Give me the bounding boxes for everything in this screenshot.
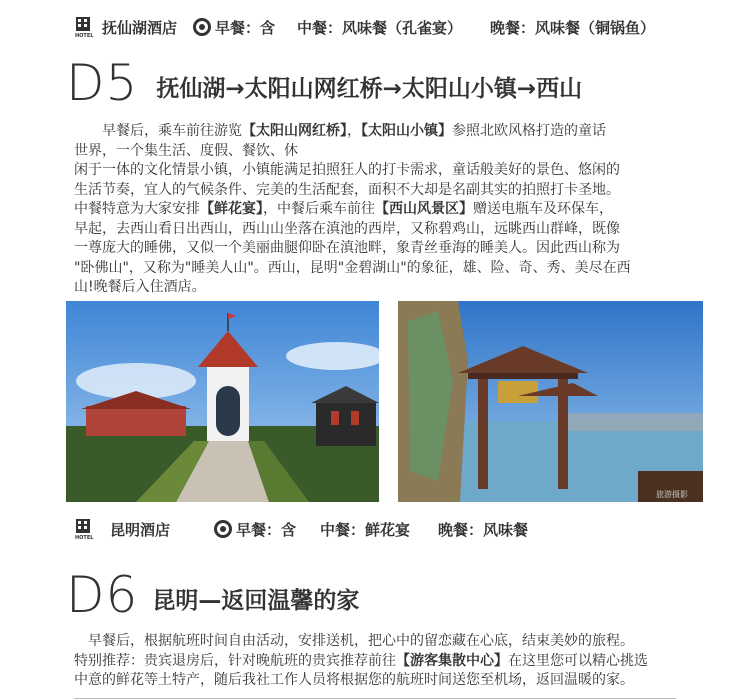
text-line	[74, 142, 688, 162]
text-segment: 世界，一个集生活、度假、餐饮、休	[74, 142, 298, 159]
text-line	[74, 278, 688, 298]
text-line	[74, 671, 688, 691]
day-route: 抚仙湖→太阳山网红桥→太阳山小镇→西山	[156, 76, 583, 102]
text-segment: 一尊庞大的睡佛，又似一个美丽曲腿仰卧在滇池畔，象青丝垂海的睡美人。因此西山称为	[74, 240, 620, 256]
hotel-icon	[74, 518, 96, 540]
text-segment: 早起，去西山看日出西山，西山山坐落在滇池的西岸，又称碧鸡山，远眺西山群峰，既像	[74, 220, 620, 237]
breakfast-text: 早餐：含	[236, 520, 297, 539]
text-segment: 早餐后，乘车前往游览	[74, 123, 242, 139]
day-code: D6	[66, 566, 139, 624]
day5-description	[74, 122, 688, 298]
photo-western-hills	[398, 301, 703, 502]
text-segment: ，中餐后乘车前往	[263, 201, 375, 217]
meals-row-bottom	[74, 517, 528, 541]
text-segment: ，	[347, 123, 361, 139]
text-line	[74, 220, 688, 240]
svg-text:HOTEL: HOTEL	[75, 535, 94, 540]
hotel-icon	[74, 16, 96, 38]
text-line	[74, 181, 688, 201]
text-line	[74, 161, 688, 181]
hotel-name: 抚仙湖酒店	[102, 18, 178, 37]
highlight-attraction: 【游客集散中心】	[396, 652, 508, 669]
text-line	[74, 652, 688, 672]
day6-header	[66, 566, 360, 624]
meal-icon	[214, 520, 232, 538]
text-segment: 参照北欧风格打造的童话	[452, 123, 606, 139]
day-route: 昆明—返回温馨的家	[152, 588, 360, 614]
day6-description	[74, 632, 688, 691]
photo-watermark: 旅游摄影	[656, 490, 688, 499]
highlight-attraction: 【西山风景区】	[375, 201, 473, 217]
highlight-attraction: 【鲜花宴】	[200, 201, 263, 217]
text-segment: 赠送电瓶车及环保车，	[473, 201, 613, 217]
text-line	[74, 259, 688, 279]
dinner-text: 晚餐：风味餐（铜锅鱼）	[490, 18, 656, 37]
day-code: D5	[66, 54, 139, 112]
hotel-name: 昆明酒店	[110, 520, 171, 539]
breakfast-text: 早餐：含	[215, 18, 276, 37]
photo-sun-mountain-town	[66, 301, 379, 502]
divider	[74, 698, 676, 699]
meals-row-top	[74, 15, 655, 39]
lunch-text: 中餐：风味餐（孔雀宴）	[297, 18, 463, 37]
day5-header	[66, 54, 583, 112]
text-segment: 特别推荐：贵宾退房后，针对晚航班的贵宾推荐前往	[74, 652, 396, 669]
text-segment: 生活节奏，宜人的气候条件、完美的生活配套，面积不大却是名副其实的拍照打卡圣地。	[74, 181, 620, 198]
dinner-text: 晚餐：风味餐	[438, 520, 529, 539]
highlight-attraction: 【太阳山小镇】	[361, 123, 452, 139]
text-segment: 中餐特意为大家安排	[74, 201, 200, 217]
text-segment: "卧佛山"，又称为"睡美人山"。西山，昆明"金碧湖山"的象征，雄、险、奇、秀、美尽在西	[74, 259, 631, 276]
text-line	[74, 632, 688, 652]
lunch-text: 中餐：鲜花宴	[320, 520, 411, 539]
text-segment: 在这里您可以精心挑选	[508, 652, 648, 669]
svg-text:HOTEL: HOTEL	[75, 33, 94, 38]
text-line	[74, 122, 688, 142]
text-segment: 中意的鲜花等土特产，随后我社工作人员将根据您的航班时间送您至机场，返回温暖的家。	[74, 672, 634, 688]
text-segment: 早餐后，根据航班时间自由活动，安排送机，把心中的留恋藏在心底，结束美妙的旅程。	[74, 633, 634, 649]
meal-icon	[193, 18, 211, 36]
text-segment: 山!晚餐后入住酒店。	[74, 279, 206, 295]
text-segment: 闲于一体的文化情景小镇，小镇能满足拍照狂人的打卡需求，童话般美好的景色、悠闲的	[74, 162, 620, 178]
text-line	[74, 239, 688, 259]
text-line	[74, 200, 688, 220]
highlight-attraction: 【太阳山网红桥】	[242, 123, 347, 139]
